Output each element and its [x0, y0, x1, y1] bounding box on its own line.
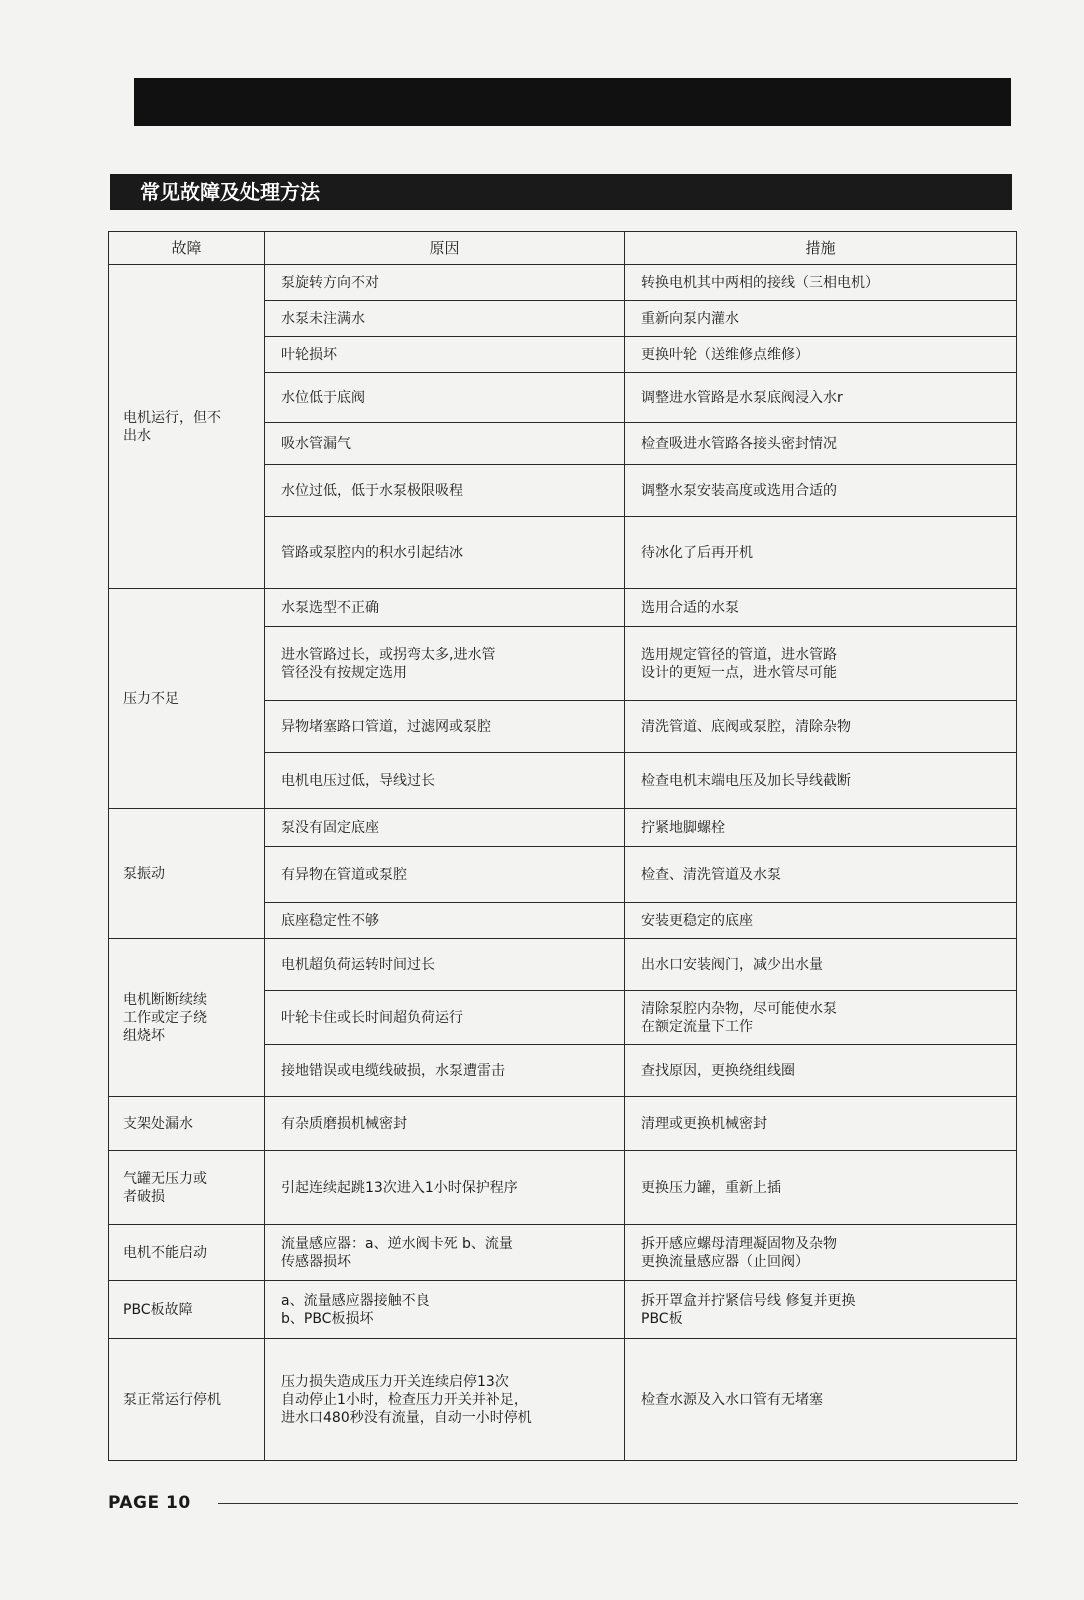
measure-cell: 检查、清洗管道及水泵 — [625, 847, 1017, 903]
header-measure: 措施 — [625, 232, 1017, 265]
header-fault: 故障 — [109, 232, 265, 265]
table-row — [109, 265, 1017, 301]
cause-cell: 电机电压过低，导线过长 — [265, 753, 625, 809]
measure-cell: 选用合适的水泵 — [625, 589, 1017, 627]
measure-cell: 清洗管道、底阀或泵腔，清除杂物 — [625, 701, 1017, 753]
measure-cell: 出水口安装阀门，减少出水量 — [625, 939, 1017, 991]
cause-cell: a、流量感应器接触不良 b、PBC板损坏 — [265, 1281, 625, 1339]
fault-cell: PBC板故障 — [109, 1281, 265, 1339]
cause-cell: 引起连续起跳13次进入1小时保护程序 — [265, 1151, 625, 1225]
table-row — [109, 1225, 1017, 1281]
cause-cell: 叶轮损坏 — [265, 337, 625, 373]
table-row — [109, 1339, 1017, 1461]
measure-cell: 重新向泵内灌水 — [625, 301, 1017, 337]
fault-cell: 泵振动 — [109, 809, 265, 939]
page-number: PAGE 10 — [108, 1493, 191, 1513]
fault-cell: 压力不足 — [109, 589, 265, 809]
cause-cell: 水泵未注满水 — [265, 301, 625, 337]
fault-cell: 气罐无压力或 者破损 — [109, 1151, 265, 1225]
measure-cell: 更换叶轮（送维修点维修） — [625, 337, 1017, 373]
measure-cell: 检查吸进水管路各接头密封情况 — [625, 423, 1017, 465]
cause-cell: 进水管路过长，或拐弯太多,进水管 管径没有按规定选用 — [265, 627, 625, 701]
fault-cell: 电机不能启动 — [109, 1225, 265, 1281]
cause-cell: 有异物在管道或泵腔 — [265, 847, 625, 903]
cause-cell: 吸水管漏气 — [265, 423, 625, 465]
cause-cell: 接地错误或电缆线破损，水泵遭雷击 — [265, 1045, 625, 1097]
cause-cell: 异物堵塞路口管道，过滤网或泵腔 — [265, 701, 625, 753]
table-row — [109, 809, 1017, 847]
measure-cell: 清理或更换机械密封 — [625, 1097, 1017, 1151]
fault-cell: 支架处漏水 — [109, 1097, 265, 1151]
measure-cell: 拆开罩盒并拧紧信号线 修复并更换 PBC板 — [625, 1281, 1017, 1339]
table-row — [109, 1151, 1017, 1225]
cause-cell: 有杂质磨损机械密封 — [265, 1097, 625, 1151]
measure-cell: 选用规定管径的管道，进水管路 设计的更短一点，进水管尽可能 — [625, 627, 1017, 701]
cause-cell: 叶轮卡住或长时间超负荷运行 — [265, 991, 625, 1045]
cause-cell: 泵没有固定底座 — [265, 809, 625, 847]
measure-cell: 转换电机其中两相的接线（三相电机） — [625, 265, 1017, 301]
fault-cell: 泵正常运行停机 — [109, 1339, 265, 1461]
cause-cell: 压力损失造成压力开关连续启停13次 自动停止1小时，检查压力开关并补足， 进水口480秒没有流量，自动一小时停机 — [265, 1339, 625, 1461]
cause-cell: 流量感应器：a、逆水阀卡死 b、流量 传感器损坏 — [265, 1225, 625, 1281]
table-row — [109, 1097, 1017, 1151]
page-footer — [108, 1493, 1016, 1513]
table-row — [109, 1281, 1017, 1339]
measure-cell: 查找原因，更换绕组线圈 — [625, 1045, 1017, 1097]
cause-cell: 水泵选型不正确 — [265, 589, 625, 627]
section-title: 常见故障及处理方法 — [110, 174, 1012, 210]
cause-cell: 泵旋转方向不对 — [265, 265, 625, 301]
header-cause: 原因 — [265, 232, 625, 265]
cause-cell: 管路或泵腔内的积水引起结冰 — [265, 517, 625, 589]
measure-cell: 拆开感应螺母清理凝固物及杂物 更换流量感应器（止回阀） — [625, 1225, 1017, 1281]
measure-cell: 待冰化了后再开机 — [625, 517, 1017, 589]
fault-cell: 电机运行，但不 出水 — [109, 265, 265, 589]
fault-cell: 电机断断续续 工作或定子绕 组烧坏 — [109, 939, 265, 1097]
table-header-row — [109, 232, 1017, 265]
measure-cell: 清除泵腔内杂物，尽可能使水泵 在额定流量下工作 — [625, 991, 1017, 1045]
cause-cell: 水位过低，低于水泵极限吸程 — [265, 465, 625, 517]
measure-cell: 安装更稳定的底座 — [625, 903, 1017, 939]
measure-cell: 调整进水管路是水泵底阀浸入水r — [625, 373, 1017, 423]
measure-cell: 调整水泵安装高度或选用合适的 — [625, 465, 1017, 517]
header-black-bar — [134, 78, 1011, 126]
footer-divider — [218, 1503, 1018, 1504]
measure-cell: 检查电机末端电压及加长导线截断 — [625, 753, 1017, 809]
measure-cell: 更换压力罐，重新上插 — [625, 1151, 1017, 1225]
cause-cell: 电机超负荷运转时间过长 — [265, 939, 625, 991]
table-row — [109, 939, 1017, 991]
measure-cell: 拧紧地脚螺栓 — [625, 809, 1017, 847]
cause-cell: 水位低于底阀 — [265, 373, 625, 423]
table-row — [109, 589, 1017, 627]
measure-cell: 检查水源及入水口管有无堵塞 — [625, 1339, 1017, 1461]
cause-cell: 底座稳定性不够 — [265, 903, 625, 939]
troubleshooting-table — [108, 231, 1017, 1461]
